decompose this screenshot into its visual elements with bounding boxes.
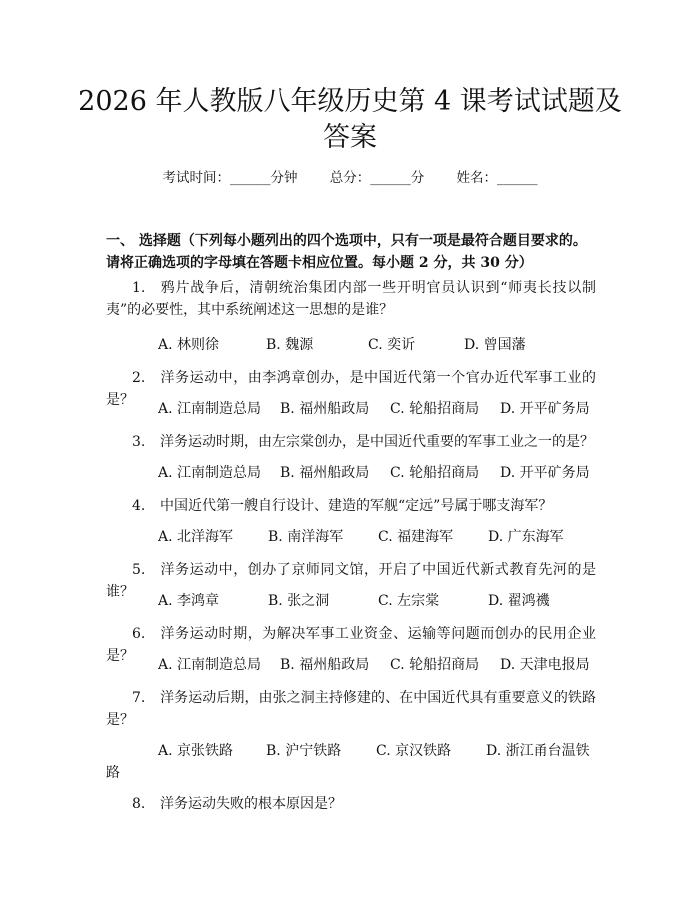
exam-meta: [0, 169, 700, 187]
option-d: D. 广东海军: [488, 529, 564, 545]
question-3-options: [158, 462, 598, 484]
question-1-options: [158, 334, 598, 356]
option-c: C. 左宗棠: [378, 593, 440, 609]
option-b: B. 福州船政局: [280, 401, 370, 417]
question-text: 洋务运动时期，为解决军事工业资金、运输等问题而创办的民用企业是？: [106, 626, 596, 664]
question-text: 中国近代第一艘自行设计、建造的军舰“定远”号属于哪支海军？: [160, 498, 553, 514]
question-text: 洋务运动失败的根本原因是？: [160, 796, 342, 812]
option-c: C. 轮船招商局: [390, 401, 480, 417]
question-text: 鸦片战争后，清朝统治集团内部一些开明官员认识到“师夷长技以制夷”的必要性，其中系统阐述这一思想的是谁？: [106, 280, 596, 318]
option-d: D. 翟鸿禨: [488, 593, 550, 609]
option-c: C. 轮船招商局: [390, 465, 480, 481]
option-a: A. 林则徐: [158, 337, 220, 353]
section-heading: 一、 选择题（下列每小题列出的四个选项中，只有一项是最符合题目要求的。请将正确选项的字母填在答题卡相应位置。每小题 2 分，共 30 分）: [106, 233, 587, 271]
option-a: A. 江南制造总局: [158, 657, 262, 673]
option-a: A. 江南制造总局: [158, 401, 262, 417]
question-2-options: [158, 398, 598, 420]
option-b: B. 福州船政局: [280, 657, 370, 673]
question-text: 洋务运动时期，由左宗棠创办，是中国近代重要的军事工业之一的是？: [160, 434, 594, 450]
page-title: [60, 84, 640, 156]
question-number: 1.: [132, 280, 146, 296]
title-line-1: 2026 年人教版八年级历史第 4 课考试试题及: [78, 86, 622, 117]
question-number: 6.: [132, 626, 146, 642]
option-c: C. 轮船招商局: [390, 657, 480, 673]
option-d: D. 天津电报局: [500, 657, 590, 673]
question-number: 2.: [132, 370, 146, 386]
option-c: C. 福建海军: [378, 529, 454, 545]
question-5-options: [158, 590, 598, 612]
total-score-field: 总分：______分: [329, 170, 425, 186]
question-4-options: [158, 526, 598, 548]
question-1: [106, 277, 596, 321]
question-6-options: [158, 654, 598, 676]
question-text: 洋务运动中，创办了京师同文馆，开启了中国近代新式教育先河的是谁？: [106, 562, 596, 600]
question-number: 3.: [132, 434, 146, 450]
question-number: 5.: [132, 562, 146, 578]
option-a: A. 江南制造总局: [158, 465, 262, 481]
option-c: C. 京汉铁路: [376, 743, 452, 759]
question-4: [106, 495, 596, 517]
option-b: B. 福州船政局: [280, 465, 370, 481]
option-d: D. 开平矿务局: [500, 401, 590, 417]
student-name-field: 姓名：______: [456, 170, 538, 186]
option-c: C. 奕䜣: [368, 337, 416, 353]
exam-time-field: 考试时间：______分钟: [162, 170, 298, 186]
option-a: A. 北洋海军: [158, 529, 234, 545]
option-d: D. 浙江甬台温铁路: [106, 743, 590, 781]
option-d: D. 曾国藩: [464, 337, 526, 353]
question-number: 4.: [132, 498, 146, 514]
option-a: A. 京张铁路: [158, 743, 234, 759]
question-3: [106, 431, 596, 453]
option-a: A. 李鸿章: [158, 593, 220, 609]
option-b: B. 张之洞: [268, 593, 330, 609]
question-7: [106, 687, 596, 731]
title-line-2: 答案: [323, 122, 377, 153]
option-d: D. 开平矿务局: [500, 465, 590, 481]
question-number: 7.: [132, 690, 146, 706]
question-8: [106, 793, 596, 815]
question-7-options: [106, 740, 596, 784]
question-text: 洋务运动中，由李鸿章创办，是中国近代第一个官办近代军事工业的是？: [106, 370, 596, 408]
question-number: 8.: [132, 796, 146, 812]
question-text: 洋务运动后期，由张之洞主持修建的、在中国近代具有重要意义的铁路是？: [106, 690, 596, 728]
option-b: B. 魏源: [266, 337, 314, 353]
option-b: B. 南洋海军: [268, 529, 344, 545]
option-b: B. 沪宁铁路: [266, 743, 342, 759]
